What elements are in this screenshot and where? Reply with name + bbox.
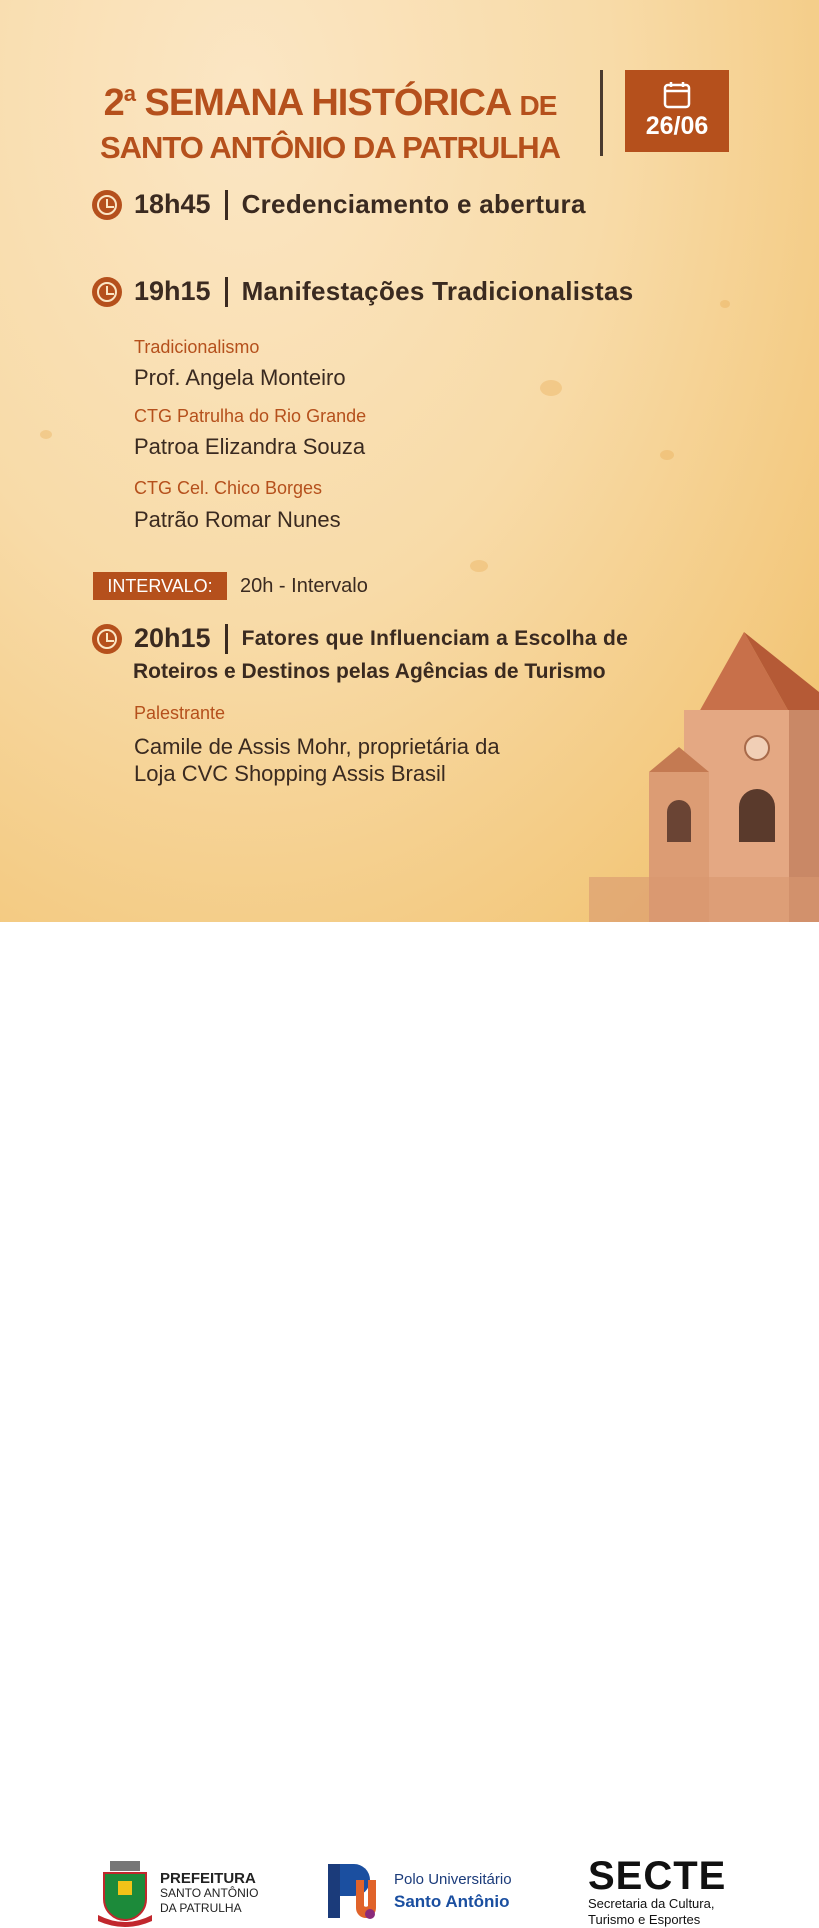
event-title — [70, 72, 590, 168]
speaker-name — [134, 733, 614, 787]
calendar-icon — [661, 80, 693, 110]
title-number: 2 — [103, 82, 124, 124]
polo-line2: Santo Antônio — [394, 1892, 510, 1911]
date-badge — [625, 70, 729, 152]
secte-logo — [588, 1856, 726, 1928]
title-line2: SANTO ANTÔNIO DA PATRULHA — [99, 130, 561, 165]
secte-line2: Turismo e Esportes — [588, 1912, 701, 1927]
separator — [225, 277, 228, 307]
clock-icon — [92, 277, 122, 307]
separator — [225, 624, 228, 654]
participant-name: Patroa Elizandra Souza — [134, 434, 366, 459]
schedule-time: 18h45 — [134, 189, 211, 219]
prefeitura-line3: DA PATRULHA — [160, 1900, 242, 1915]
schedule-activity: Manifestações Tradicionalistas — [241, 276, 634, 306]
prefeitura-line1: PREFEITURA — [160, 1869, 256, 1887]
interval-tag: INTERVALO: — [93, 572, 227, 600]
texture-speck — [470, 560, 488, 572]
interval-text: 20h - Intervalo — [240, 575, 368, 597]
schedule-item — [92, 189, 586, 220]
prefeitura-text — [160, 1871, 258, 1916]
polo-universitario-icon — [326, 1860, 382, 1922]
clock-icon — [92, 624, 122, 654]
event-date: 26/06 — [645, 112, 709, 140]
schedule-time: 19h15 — [134, 276, 211, 306]
municipal-coat-of-arms-icon — [98, 1859, 152, 1927]
participant-label: CTG Patrulha do Rio Grande — [134, 406, 367, 426]
prefeitura-line2: SANTO ANTÔNIO — [160, 1885, 259, 1900]
church-tower-illustration — [589, 622, 819, 922]
schedule-activity-line2: Roteiros e Destinos pelas Agências de Turismo — [133, 660, 606, 683]
title-divider — [600, 70, 603, 156]
title-main: SEMANA HISTÓRICA — [134, 82, 520, 124]
polo-logo — [326, 1860, 512, 1922]
participant-label: CTG Cel. Chico Borges — [134, 478, 323, 498]
title-ordinal: a — [123, 81, 135, 106]
speaker-label: Palestrante — [134, 703, 226, 723]
schedule-time: 20h15 — [134, 623, 211, 653]
speaker-line1: Camile de Assis Mohr, proprietária da — [134, 734, 500, 759]
polo-line1: Polo Universitário — [394, 1871, 512, 1888]
schedule-item — [92, 623, 628, 654]
participant-name: Prof. Angela Monteiro — [134, 365, 346, 390]
prefeitura-logo — [98, 1859, 258, 1927]
texture-speck — [660, 450, 674, 460]
texture-speck — [540, 380, 562, 396]
schedule-activity: Credenciamento e abertura — [241, 189, 586, 219]
footer — [0, 922, 819, 1927]
schedule-activity: Fatores que Influenciam a Escolha de — [241, 626, 629, 650]
event-poster — [0, 0, 819, 922]
participant-label: Tradicionalismo — [134, 337, 260, 357]
texture-speck — [720, 300, 730, 308]
schedule-item — [92, 276, 634, 307]
secte-title: SECTE — [588, 1854, 727, 1898]
title-de: DE — [519, 90, 557, 121]
speaker-line2: Loja CVC Shopping Assis Brasil — [134, 761, 446, 786]
secte-line1: Secretaria da Cultura, — [588, 1896, 715, 1911]
separator — [225, 190, 228, 220]
participant-name: Patrão Romar Nunes — [134, 507, 341, 532]
texture-speck — [40, 430, 52, 439]
clock-icon — [92, 190, 122, 220]
polo-text — [394, 1869, 512, 1913]
